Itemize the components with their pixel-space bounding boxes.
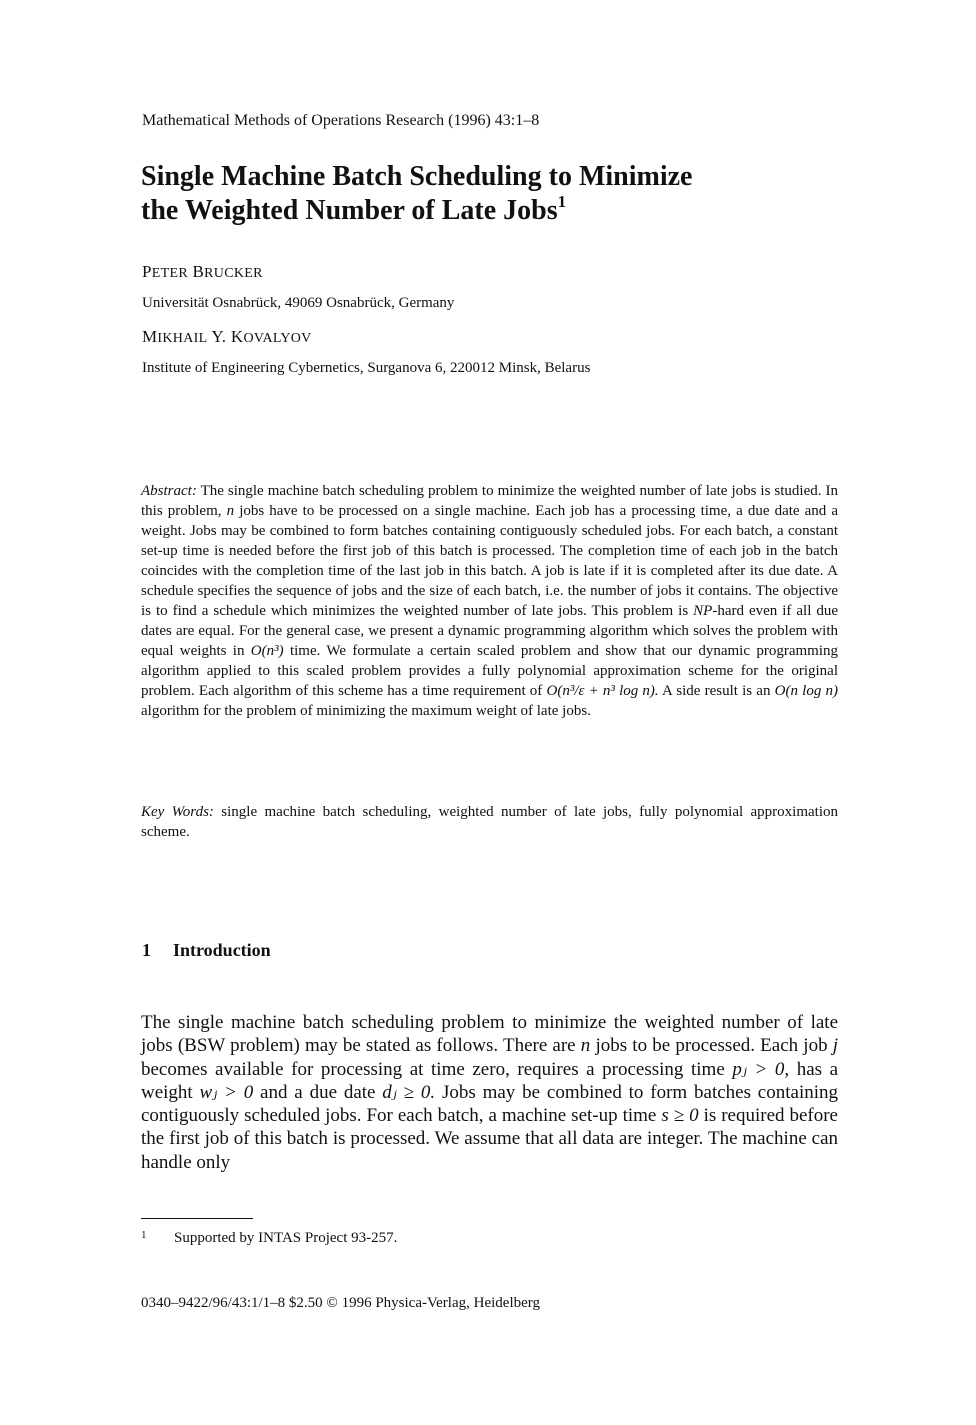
journal-citation: Mathematical Methods of Operations Research (1996) 43:1–8 — [142, 112, 540, 129]
section-heading — [142, 940, 271, 961]
introduction-paragraph: The single machine batch scheduling problem to minimize the weighted number of late jobs (BSW problem) may be stated as follows. There are n jobs to be processed. Each job j becomes available for processing at time zero, requires a processing time pⱼ > 0, has a weight wⱼ > 0 and a due date dⱼ ≥ 0. Jobs may be combined to form batches containing contiguously scheduled jobs. For each batch, a machine set-up time s ≥ 0 is required before the first job of this batch is processed. We assume that all data are integer. The machine can handle only — [141, 1012, 839, 1173]
footnote — [141, 1229, 397, 1247]
section-number: 1 — [142, 940, 151, 960]
author-1-name: PETER BRUCKER — [142, 262, 263, 281]
keywords: Key Words: single machine batch scheduling, weighted number of late jobs, fully polynomial approximation scheme. — [141, 804, 839, 840]
author-1-affiliation: Universität Osnabrück, 49069 Osnabrück, Germany — [142, 295, 455, 311]
author-2-name: MIKHAIL Y. KOVALYOV — [142, 327, 312, 346]
title-line-2: the Weighted Number of Late Jobs — [141, 195, 558, 226]
copyright-line: 0340–9422/96/43:1/1–8 $2.50 © 1996 Physica-Verlag, Heidelberg — [141, 1295, 540, 1311]
footnote-number: 1 — [141, 1229, 147, 1241]
abstract-label: Abstract: — [141, 483, 197, 499]
paper-title — [141, 160, 861, 228]
abstract: Abstract: The single machine batch scheduling problem to minimize the weighted number of late jobs is studied. In this problem, n jobs have to be processed on a single machine. Each job has a processing time, a due date and a weight. Jobs may be combined to form batches containing contiguously scheduled jobs. For each batch, a constant set-up time is needed before the first job of this batch is processed. The completion time of each job in the batch coincides with the completion time of the last job in this batch. A job is late if it is completed after its due date. A schedule specifies the sequence of jobs and the size of each batch, i.e. the number of jobs it contains. The objective is to find a schedule which minimizes the weighted number of late jobs. This problem is NP-hard even if all due dates are equal. For the general case, we present a dynamic programming algorithm which solves the problem with equal weights in O(n³) time. We formulate a certain scaled problem and show that our dynamic programming algorithm applied to this scaled problem provides a fully polynomial approximation scheme for the original problem. Each algorithm of this scheme has a time requirement of O(n³/ε + n³ log n). A side result is an O(n log n) algorithm for the problem of minimizing the maximum weight of late jobs. — [141, 483, 839, 719]
footnote-rule — [141, 1218, 253, 1219]
author-2-affiliation: Institute of Engineering Cybernetics, Surganova 6, 220012 Minsk, Belarus — [142, 360, 591, 376]
title-line-1: Single Machine Batch Scheduling to Minimize — [141, 161, 693, 192]
footnote-text: Supported by INTAS Project 93-257. — [174, 1230, 398, 1246]
section-title: Introduction — [173, 940, 271, 960]
title-footnote-mark: 1 — [557, 192, 567, 211]
keywords-label: Key Words: — [141, 804, 214, 820]
